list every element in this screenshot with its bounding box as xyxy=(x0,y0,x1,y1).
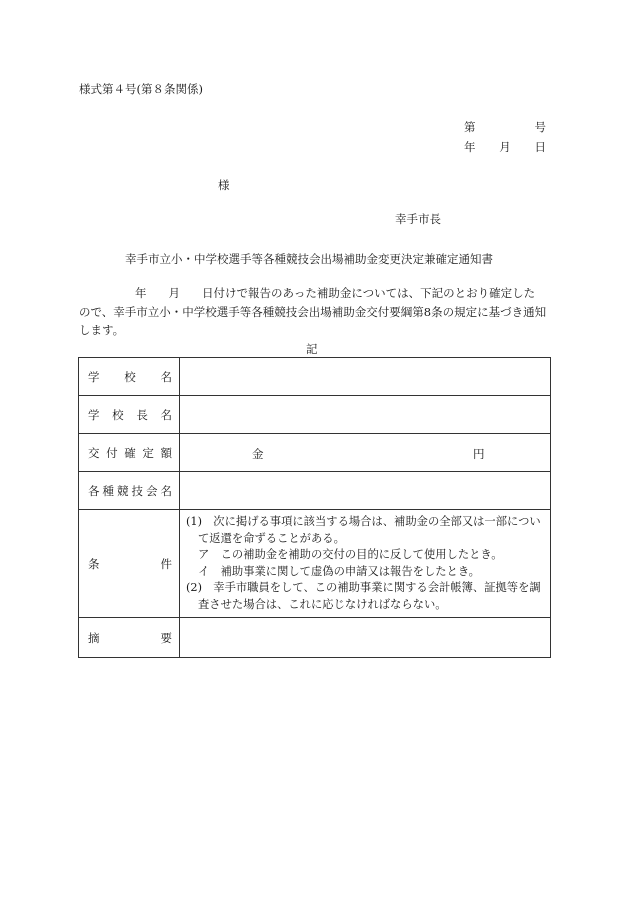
amount-kin: 金 xyxy=(252,447,264,461)
document-date-line xyxy=(464,139,546,155)
date-year: 年 xyxy=(464,140,476,154)
label-char: 競 xyxy=(117,483,129,498)
table-row-conditions xyxy=(79,510,551,618)
principal-name-label xyxy=(79,396,180,434)
label-char: 確 xyxy=(124,445,136,460)
competition-name-value xyxy=(180,472,551,510)
label-char: 会 xyxy=(146,483,158,498)
conditions-label xyxy=(79,510,180,618)
school-name-label xyxy=(79,358,180,396)
label-char: 学 xyxy=(88,407,100,422)
date-day: 日 xyxy=(534,140,546,154)
body-paragraph xyxy=(79,284,551,340)
body-month: 月 xyxy=(168,286,180,300)
form-number-label: 様式第４号(第８条関係) xyxy=(79,82,203,96)
principal-name-value xyxy=(180,396,551,434)
amount-en: 円 xyxy=(473,447,485,461)
label-char: 種 xyxy=(102,483,114,498)
label-char: 学 xyxy=(88,369,100,384)
date-month: 月 xyxy=(499,140,511,154)
label-char: 各 xyxy=(88,483,100,498)
competition-name-label xyxy=(79,472,180,510)
number-suffix: 号 xyxy=(534,120,546,134)
table-row-remarks xyxy=(79,618,551,658)
label-char: 摘 xyxy=(88,630,100,645)
table-row-school-name xyxy=(79,358,551,396)
body-year: 年 xyxy=(135,286,147,300)
body-line2: ので、幸手市立小・中学校選手等各種競技会出場補助金交付要綱第8条の規定に基づき通知 xyxy=(79,304,547,319)
remarks-value xyxy=(180,618,551,658)
remarks-label xyxy=(79,618,180,658)
grant-amount-value xyxy=(180,434,551,472)
condition-line: (2) 幸手市職員をして、この補助事業に関する会計帳簿、証拠等を調 xyxy=(186,581,541,594)
label-char: 交 xyxy=(88,445,100,460)
label-char: 件 xyxy=(160,556,172,571)
school-name-value xyxy=(180,358,551,396)
label-char: 付 xyxy=(106,445,118,460)
label-char: 名 xyxy=(160,369,172,384)
number-prefix: 第 xyxy=(464,120,476,134)
label-char: 条 xyxy=(88,556,100,571)
table-row-principal-name xyxy=(79,396,551,434)
body-line3: します。 xyxy=(79,323,125,337)
ki-heading: 記 xyxy=(306,342,318,356)
document-title: 幸手市立小・中学校選手等各種競技会出場補助金変更決定兼確定通知書 xyxy=(125,252,493,266)
condition-line: ア この補助金を補助の交付の目的に反して使用したとき。 xyxy=(198,548,503,561)
document-number-line xyxy=(464,119,546,135)
label-char: 定 xyxy=(142,445,154,460)
label-char: 長 xyxy=(136,407,148,422)
grant-amount-label xyxy=(79,434,180,472)
label-char: 校 xyxy=(124,369,136,384)
condition-line: (1) 次に掲げる事項に該当する場合は、補助金の全部又は一部につい xyxy=(186,515,541,528)
label-char: 額 xyxy=(160,445,172,460)
info-table xyxy=(78,357,551,658)
condition-line: て返還を命ずることがある。 xyxy=(198,531,345,545)
label-char: 技 xyxy=(131,483,143,498)
addressee-honorific: 様 xyxy=(218,178,230,192)
conditions-text xyxy=(180,510,551,618)
table-row-competition-name xyxy=(79,472,551,510)
condition-line: イ 補助事業に関して虚偽の申請又は報告をしたとき。 xyxy=(198,564,480,578)
label-char: 校 xyxy=(112,407,124,422)
label-char: 名 xyxy=(160,407,172,422)
sender-name: 幸手市長 xyxy=(395,212,441,226)
table-row-grant-amount xyxy=(79,434,551,472)
label-char: 要 xyxy=(160,630,172,645)
body-line1: 日付けで報告のあった補助金については、下記のとおり確定した xyxy=(202,286,536,300)
label-char: 名 xyxy=(160,483,172,498)
condition-line: 査させた場合は、これに応じなければならない。 xyxy=(198,597,447,611)
